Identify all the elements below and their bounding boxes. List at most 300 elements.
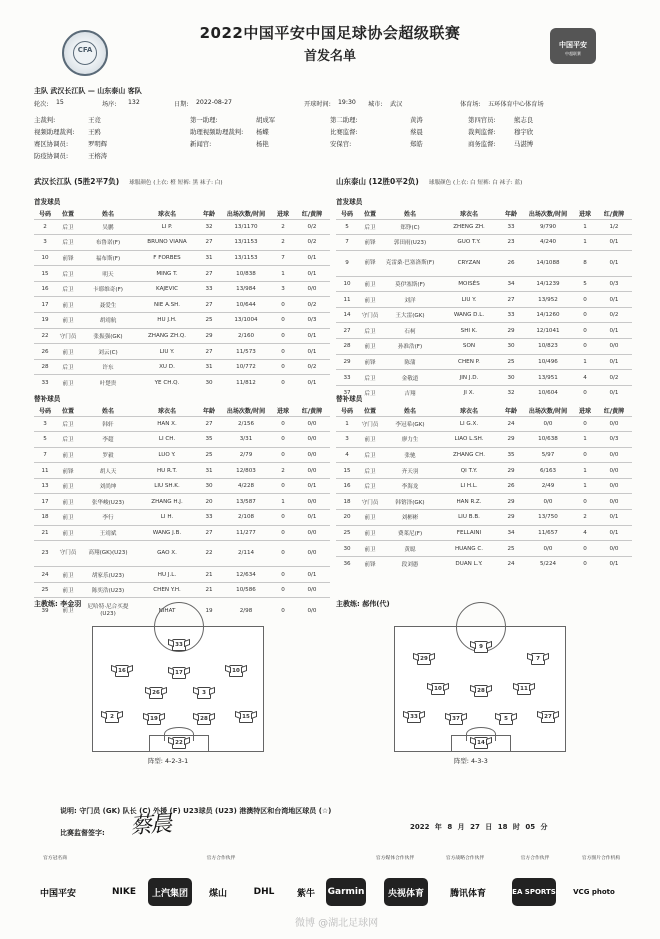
table-cell: 前卫 (358, 432, 382, 448)
table-cell: 12/803 (220, 463, 272, 479)
column-header: 红/黄牌 (603, 210, 625, 218)
away-team-header: 山东泰山 (12胜0平2负) 球服颜色 (上衣: 白 短裤: 白 袜子: 蓝) (336, 177, 523, 186)
table-row (34, 582, 330, 598)
table-cell: 2 (574, 510, 596, 526)
table-cell: 守门员 (56, 541, 80, 567)
player-shirt-icon: 15 (239, 711, 253, 723)
table-cell: 4 (574, 370, 596, 386)
table-cell: 叶楚贵 (80, 375, 136, 391)
table-cell: 0/1 (294, 344, 330, 360)
column-header: 球衣名 (157, 210, 176, 218)
table-cell: 罗毅 (80, 447, 136, 463)
table-cell: 26 (500, 478, 522, 494)
table-cell: 郭田雨(U23) (382, 235, 438, 251)
table-header (34, 208, 330, 219)
table-cell: 尼哈特·尼合买提(U23) (80, 598, 136, 624)
table-row (336, 219, 632, 235)
table-cell: BRUNO VIANA (136, 235, 198, 251)
table-cell: 1/2 (596, 219, 632, 235)
table-cell: 3 (336, 432, 358, 448)
table-cell: 18 (34, 510, 56, 526)
table-cell: 0/2 (596, 370, 632, 386)
table-cell: 前卫 (56, 525, 80, 541)
table-cell: 13 (34, 478, 56, 494)
table-cell: 前卫 (358, 510, 382, 526)
table-cell: 11/573 (220, 344, 272, 360)
table-cell: CHEN P. (438, 354, 500, 370)
table-row (34, 250, 330, 266)
table-cell: 费莱尼(F) (382, 525, 438, 541)
table-cell: 0/1 (596, 323, 632, 339)
table-cell: 11/657 (522, 525, 574, 541)
table-cell: 0 (272, 567, 294, 583)
table-cell: 0 (272, 478, 294, 494)
table-row (336, 370, 632, 386)
table-cell: 1 (272, 266, 294, 282)
table-cell: GUO T.Y. (438, 235, 500, 251)
table-cell: 0/3 (596, 432, 632, 448)
official-role: 助理视频助理裁判: (190, 128, 244, 136)
table-cell: 27 (198, 344, 220, 360)
table-cell: 0/1 (294, 375, 330, 391)
table-cell: FELLAINI (438, 525, 500, 541)
sponsor-caption: 官方合作伙伴 (520, 856, 550, 861)
table-cell: 0/2 (294, 297, 330, 313)
table-cell: 后卫 (358, 370, 382, 386)
official-role: 第四官员: (468, 116, 496, 124)
table-cell: 后卫 (56, 235, 80, 251)
table-cell: 0 (574, 541, 596, 557)
table-cell: 0/1 (596, 385, 632, 401)
column-header: 年龄 (504, 210, 517, 218)
table-cell: 33 (500, 219, 522, 235)
column-header: 球衣名 (459, 407, 478, 415)
column-header: 位置 (363, 407, 376, 415)
official-role: 新闻官: (190, 140, 212, 148)
table-cell: 吴鹏 (80, 219, 136, 235)
table-cell: 胡家乐(U23) (80, 567, 136, 583)
table-cell: 13/984 (220, 281, 272, 297)
table-cell: HUANG C. (438, 541, 500, 557)
table-row (336, 354, 632, 370)
table-cell: 8 (574, 250, 596, 276)
table-cell: 后卫 (56, 416, 80, 432)
table-cell: 李超 (80, 432, 136, 448)
table-cell: 0/1 (294, 266, 330, 282)
table-cell: 17 (34, 297, 56, 313)
official-name: 罗明辉 (88, 140, 108, 148)
table-cell: 0/1 (596, 525, 632, 541)
table-cell: 许东 (80, 359, 136, 375)
teams-line: 主队 武汉长江队 — 山东泰山 客队 (34, 87, 142, 95)
table-cell: WANG D.L. (438, 307, 500, 323)
table-cell: 0 (574, 307, 596, 323)
table-cell: 0 (272, 510, 294, 526)
table-cell: 布鲁诺(F) (80, 235, 136, 251)
table-cell: 3/31 (220, 432, 272, 448)
table-cell: 19 (198, 598, 220, 624)
table-row (336, 235, 632, 251)
table-cell: 0 (272, 359, 294, 375)
player-shirt-icon: 9 (474, 641, 488, 653)
table-cell: 20 (336, 510, 358, 526)
table-row (34, 375, 330, 391)
table-cell: 0 (574, 339, 596, 355)
table-cell: 29 (500, 494, 522, 510)
table-row (34, 541, 330, 567)
table-cell: 后卫 (56, 359, 80, 375)
column-header: 进球 (578, 210, 591, 218)
away-formation-label: 阵型: 4-3-3 (454, 757, 488, 765)
table-cell: JIN J.D. (438, 370, 500, 386)
table-cell: 后卫 (56, 266, 80, 282)
table-cell: 2/114 (220, 541, 272, 567)
table-cell: 胡人天 (80, 463, 136, 479)
table-cell: 30 (336, 541, 358, 557)
table-cell: 5/224 (522, 556, 574, 572)
table-cell: 张驰 (382, 447, 438, 463)
away-starters-label: 首发球员 (336, 198, 363, 206)
table-row (336, 463, 632, 479)
table-cell: 27 (336, 323, 358, 339)
column-header: 进球 (276, 407, 289, 415)
table-cell: 10/496 (522, 354, 574, 370)
official-name: 王竞 (88, 116, 101, 124)
table-cell: 0 (272, 525, 294, 541)
table-cell: 守门员 (358, 494, 382, 510)
table-cell: 25 (336, 525, 358, 541)
table-cell: ZHANG H.J. (136, 494, 198, 510)
table-cell: 29 (336, 354, 358, 370)
table-cell: 前锋 (358, 235, 382, 251)
table-cell: 0 (272, 344, 294, 360)
table-cell: 13/750 (522, 510, 574, 526)
table-cell: NIHAT (136, 598, 198, 624)
table-cell: 齐天羽 (382, 463, 438, 479)
table-cell: 29 (500, 323, 522, 339)
table-cell: 聂爱生 (80, 297, 136, 313)
table-cell: 19 (34, 313, 56, 329)
table-cell: 26 (34, 344, 56, 360)
table-cell: 0/0 (294, 463, 330, 479)
sponsor-caption: 官方战略合作伙伴 (445, 856, 485, 861)
table-cell: 1 (336, 416, 358, 432)
table-cell: 黄聪 (382, 541, 438, 557)
table-cell: 27 (198, 266, 220, 282)
sponsor-caption: 官方图片合作机构 (581, 856, 621, 861)
table-cell: 0 (272, 598, 294, 624)
official-name: 穆宇欣 (514, 128, 534, 136)
official-name: 杨艳 (256, 140, 269, 148)
column-header: 出场次数/时间 (528, 407, 568, 415)
table-cell: 前卫 (358, 276, 382, 292)
table-cell: 25 (500, 354, 522, 370)
table-cell: 1 (574, 463, 596, 479)
table-cell: 29 (500, 432, 522, 448)
table-row (336, 556, 632, 572)
table-cell: 28 (336, 339, 358, 355)
table-row (336, 307, 632, 323)
table-cell: 1 (574, 354, 596, 370)
table-cell: 10 (336, 276, 358, 292)
table-row (34, 235, 330, 251)
table-cell: 0/1 (596, 510, 632, 526)
table-row (34, 463, 330, 479)
table-cell: 2 (272, 219, 294, 235)
table-cell: 3 (34, 235, 56, 251)
table-cell: 后卫 (358, 447, 382, 463)
table-cell: ZHENG ZH. (438, 219, 500, 235)
table-cell: 24 (500, 416, 522, 432)
table-cell: 27 (198, 297, 220, 313)
table-row (336, 385, 632, 401)
table-cell: 后卫 (56, 281, 80, 297)
table-cell: 0 (574, 416, 596, 432)
table-cell: 35 (198, 432, 220, 448)
table-cell: 后卫 (56, 219, 80, 235)
table-cell: 卡耶维奇(F) (80, 281, 136, 297)
player-shirt-icon: 33 (407, 711, 421, 723)
column-header: 号码 (340, 407, 353, 415)
official-name: 王榕涛 (88, 152, 108, 160)
away-subs-table (336, 405, 632, 572)
table-row (336, 541, 632, 557)
table-cell: 前锋 (56, 250, 80, 266)
column-header: 出场次数/时间 (226, 407, 266, 415)
table-cell: 0/0 (294, 494, 330, 510)
table-row (34, 281, 330, 297)
official-role: 第一助理: (190, 116, 218, 124)
table-cell: 0/0 (294, 416, 330, 432)
table-row (34, 266, 330, 282)
table-row (34, 297, 330, 313)
table-cell: 34 (500, 525, 522, 541)
home-team-header: 武汉长江队 (5胜2平7负) 球服颜色 (上衣: 橙 短裤: 黑 袜子: 白) (34, 177, 223, 186)
table-cell: 35 (500, 447, 522, 463)
table-cell: 11/812 (220, 375, 272, 391)
table-cell: 2 (272, 463, 294, 479)
table-cell: 0/2 (596, 307, 632, 323)
table-cell: 7 (336, 235, 358, 251)
table-cell: 34 (500, 276, 522, 292)
player-shirt-icon: 33 (172, 639, 186, 651)
table-row (336, 494, 632, 510)
table-cell: 5/97 (522, 447, 574, 463)
table-cell: 10/772 (220, 359, 272, 375)
table-cell: 5 (336, 219, 358, 235)
table-cell: 36 (336, 556, 358, 572)
sponsor-logo: 中国平安 (39, 888, 76, 899)
table-cell: HU J.H. (136, 313, 198, 329)
table-cell: 2/79 (220, 447, 272, 463)
table-cell: 24 (500, 556, 522, 572)
table-cell: 11/277 (220, 525, 272, 541)
table-cell: 21 (34, 525, 56, 541)
table-row (336, 323, 632, 339)
table-cell: LIU SH.K. (136, 478, 198, 494)
table-cell: 0/0 (294, 541, 330, 567)
player-shirt-icon: 27 (541, 711, 555, 723)
table-cell: 22 (198, 541, 220, 567)
table-header (34, 405, 330, 416)
table-cell: 0/0 (596, 447, 632, 463)
table-cell: 0/0 (596, 541, 632, 557)
page-title: 2022中国平安中国足球协会超级联赛 (199, 24, 461, 42)
table-cell: 10 (34, 250, 56, 266)
table-cell: 0/1 (294, 478, 330, 494)
table-cell: 16 (336, 478, 358, 494)
table-cell: 前卫 (358, 525, 382, 541)
table-cell: 31 (198, 463, 220, 479)
table-cell: 前卫 (358, 292, 382, 308)
official-name: 蔡晨 (410, 128, 423, 136)
column-header: 红/黄牌 (301, 210, 323, 218)
table-cell: 前卫 (56, 478, 80, 494)
table-cell: 0 (272, 328, 294, 344)
table-cell: 39 (34, 598, 56, 624)
table-cell: 27 (500, 292, 522, 308)
home-subs-label: 替补球员 (34, 395, 61, 403)
table-cell: 高翔(GK)(U23) (80, 541, 136, 567)
official-role: 主裁判: (34, 116, 56, 124)
table-cell: 6/163 (522, 463, 574, 479)
table-cell: 0 (574, 385, 596, 401)
table-cell: 0/0 (294, 582, 330, 598)
table-cell: 18 (336, 494, 358, 510)
table-cell: 0/0 (294, 525, 330, 541)
table-cell: 刘云(C) (80, 344, 136, 360)
table-cell: 前卫 (56, 447, 80, 463)
sponsor-logo: VCG photo (573, 888, 615, 896)
table-row (336, 510, 632, 526)
sponsor-logo: EA SPORTS (512, 878, 556, 906)
table-cell: 17 (34, 494, 56, 510)
table-cell: 刘尚坤 (80, 478, 136, 494)
table-cell: 0 (272, 375, 294, 391)
table-cell: 前卫 (56, 344, 80, 360)
table-row (34, 416, 330, 432)
table-cell: 韩轩 (80, 416, 136, 432)
sponsor-caption: 官方合作伙伴 (206, 856, 236, 861)
table-cell: 12/1041 (522, 323, 574, 339)
table-cell: 11 (34, 463, 56, 479)
table-cell: 23 (34, 541, 56, 567)
table-cell: 0 (272, 447, 294, 463)
table-cell: 0/1 (596, 354, 632, 370)
table-cell: 守门员 (358, 307, 382, 323)
table-cell: 21 (198, 567, 220, 583)
sponsor-caption: 官方冠名商 (43, 856, 67, 861)
table-cell: 前卫 (358, 339, 382, 355)
table-cell: 廖力生 (382, 432, 438, 448)
table-header (336, 208, 632, 219)
table-cell: 30 (198, 375, 220, 391)
table-row (34, 313, 330, 329)
supervisor-signature: 蔡晨 (129, 811, 171, 840)
table-cell: 29 (500, 463, 522, 479)
table-cell: 段刘愚 (382, 556, 438, 572)
table-cell: 15 (34, 266, 56, 282)
table-cell: 0 (574, 323, 596, 339)
table-cell: 23 (500, 235, 522, 251)
table-cell: 0 (272, 582, 294, 598)
table-cell: 韩镕泽(GK) (382, 494, 438, 510)
table-cell: CRYZAN (438, 250, 500, 276)
table-cell: 克雷桑·巴塞洛斯(F) (382, 250, 438, 276)
match-info: 轮次: 15 场序: 132 日期: 2022-08-27 开球时间: 19:30 城市: 武汉 体育场: 五环体育中心体育场 (34, 99, 544, 108)
table-row (336, 432, 632, 448)
table-cell: ZHANG ZH.Q. (136, 328, 198, 344)
table-cell: LI CH. (136, 432, 198, 448)
column-header: 位置 (363, 210, 376, 218)
table-row (34, 219, 330, 235)
official-name: 郑皓 (410, 140, 423, 148)
official-role: 商务监督: (468, 140, 496, 148)
table-cell: 13/951 (522, 370, 574, 386)
table-cell: 0/2 (294, 235, 330, 251)
table-cell: 郑铮(C) (382, 219, 438, 235)
table-cell: 后卫 (358, 463, 382, 479)
table-cell: NIE A.SH. (136, 297, 198, 313)
table-row (336, 478, 632, 494)
cfa-logo: CFA (62, 30, 108, 76)
table-cell: 前卫 (56, 598, 80, 624)
table-cell: SON (438, 339, 500, 355)
table-row (34, 494, 330, 510)
csl-logo: 中国平安 中超联赛 (550, 28, 596, 64)
table-cell: 13/1153 (220, 250, 272, 266)
table-cell: 14/1088 (522, 250, 574, 276)
table-row (336, 416, 632, 432)
sponsor-logo: 紫牛 (296, 888, 315, 899)
table-cell: DUAN L.Y. (438, 556, 500, 572)
table-cell: 0 (272, 297, 294, 313)
table-row (336, 525, 632, 541)
table-row (34, 447, 330, 463)
table-row (336, 292, 632, 308)
table-cell: KAJEVIC (136, 281, 198, 297)
table-cell: 前卫 (56, 297, 80, 313)
table-cell: 0/0 (596, 339, 632, 355)
table-row (34, 432, 330, 448)
sponsor-logo: 煤山 (208, 888, 227, 899)
table-cell: 30 (198, 478, 220, 494)
sponsor-logo: NIKE (111, 887, 136, 897)
table-cell: 后卫 (358, 323, 382, 339)
table-cell: 福布斯(F) (80, 250, 136, 266)
table-cell: 0/0 (294, 432, 330, 448)
table-cell: 明天 (80, 266, 136, 282)
table-cell: 0 (574, 556, 596, 572)
table-cell: 30 (500, 339, 522, 355)
table-cell: 0 (574, 447, 596, 463)
sponsor-logo: 腾讯体育 (449, 888, 486, 899)
table-cell: 陈蒲 (382, 354, 438, 370)
table-cell: 0/0 (294, 281, 330, 297)
table-cell: 33 (34, 375, 56, 391)
table-cell: 22 (34, 328, 56, 344)
table-cell: 0/0 (596, 416, 632, 432)
table-cell: 前卫 (56, 313, 80, 329)
table-cell: 2/160 (220, 328, 272, 344)
table-cell: 后卫 (358, 478, 382, 494)
table-cell: 前锋 (358, 354, 382, 370)
table-cell: 1 (574, 235, 596, 251)
table-cell: 9/790 (522, 219, 574, 235)
legend: 说明: 守门员 (GK) 队长 (C) 外援 (F) U23球员 (U23) 港澳特区和台湾地区球员 (☆) (60, 807, 332, 815)
table-cell: 1 (574, 432, 596, 448)
table-cell: 李海龙 (382, 478, 438, 494)
